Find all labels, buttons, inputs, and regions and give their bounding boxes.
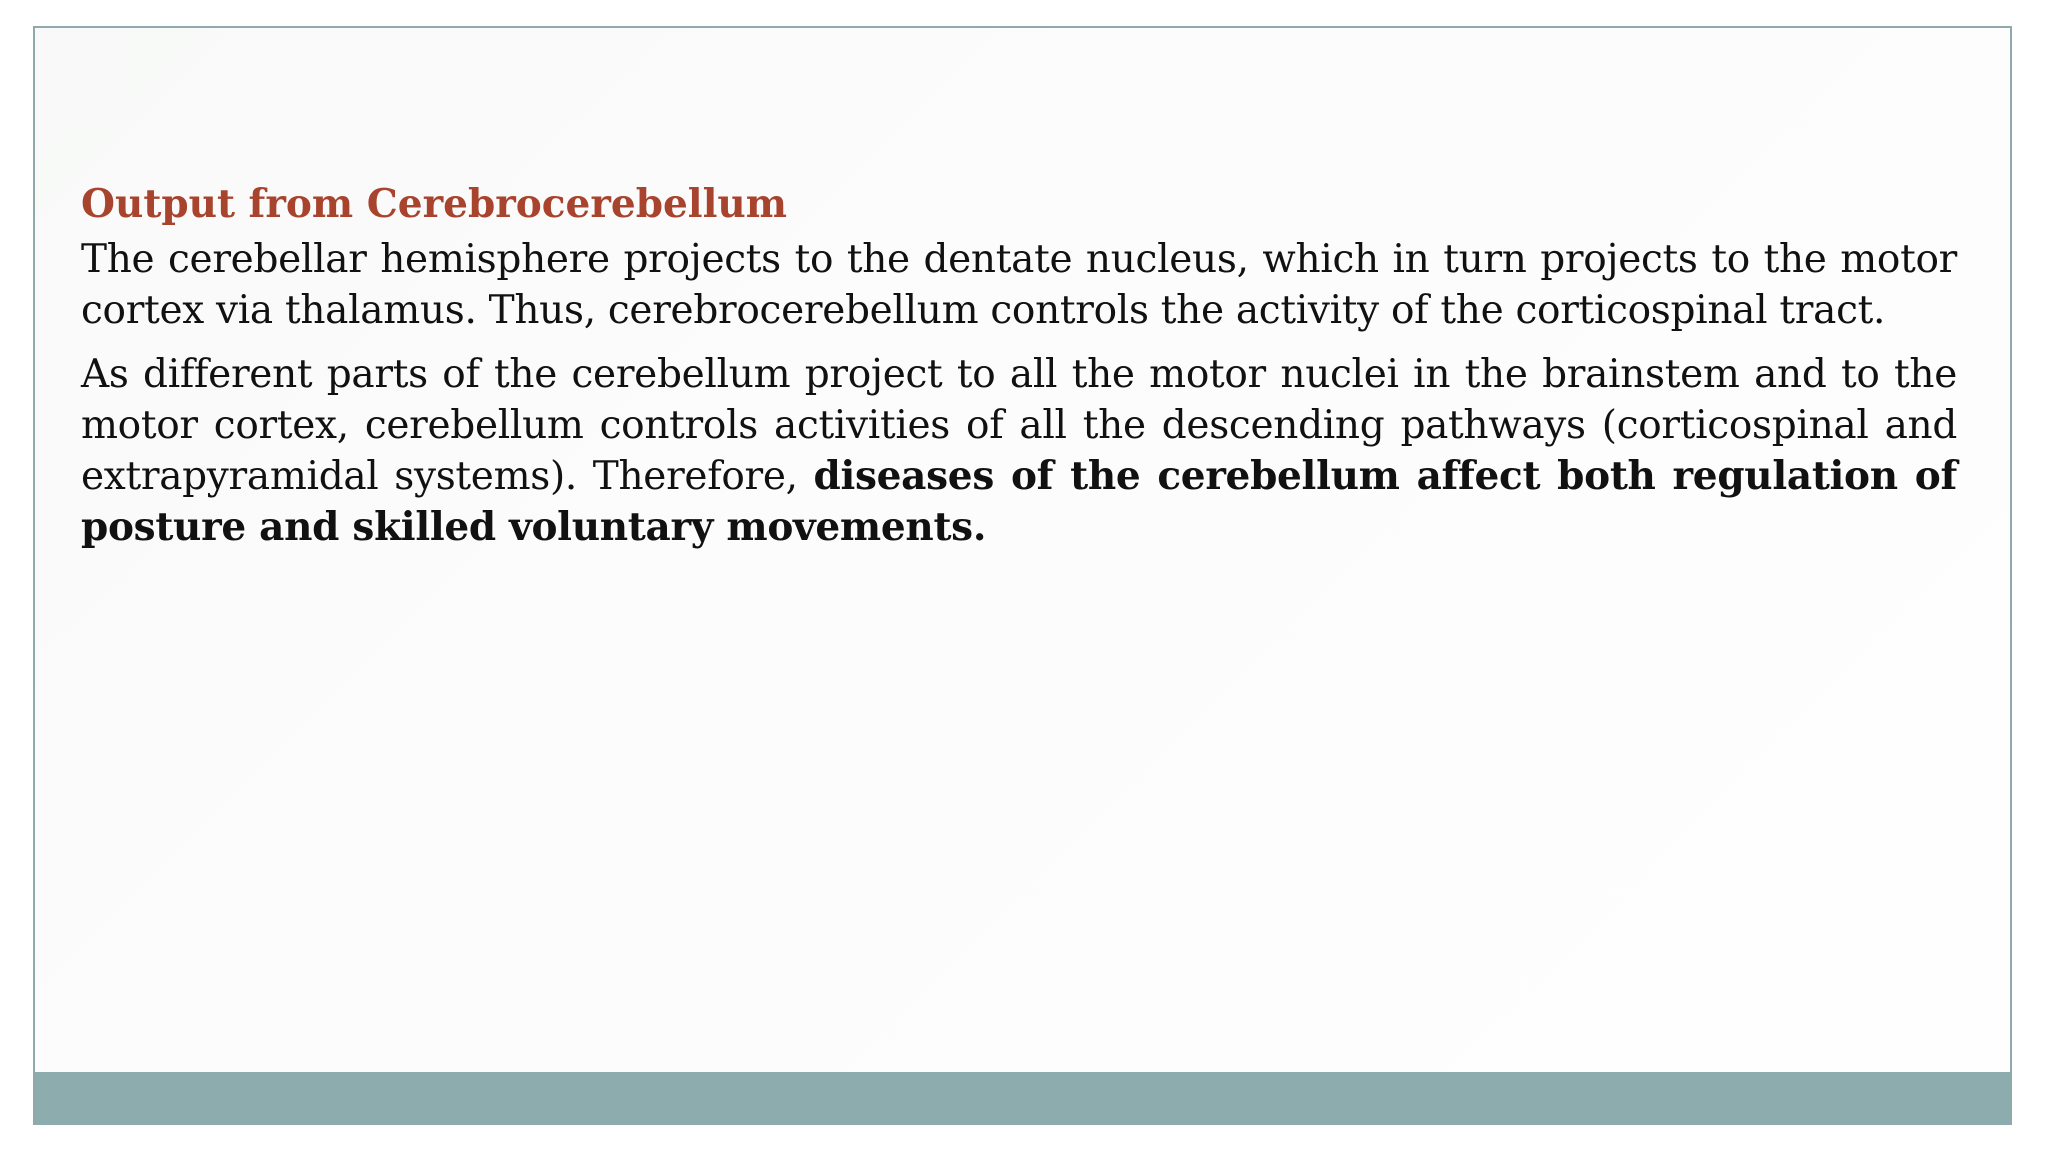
footer-bar xyxy=(35,1072,2010,1125)
paragraph-text: As different parts of the cerebellum project to all the motor nuclei in the brainstem and to the motor cortex, cerebellum controls activities of all the descending pathways (corticospinal and extrapyramidal systems). Therefore, xyxy=(81,352,1957,499)
slide-content xyxy=(81,178,1957,566)
paragraph-dentate-projection: The cerebellar hemisphere projects to the dentate nucleus, which in turn projects to the motor cortex via thalamus. Thus, cerebrocerebellum controls the activity of the corticospinal tract. xyxy=(81,237,1957,333)
paragraph-bold-conclusion: diseases of the cerebellum affect both regulation of posture and skilled voluntary movements. xyxy=(81,453,1957,550)
paragraph-descending-pathways xyxy=(81,349,1957,553)
slide-heading: Output from Cerebrocerebellum xyxy=(81,181,788,227)
slide-frame xyxy=(33,26,2012,1125)
